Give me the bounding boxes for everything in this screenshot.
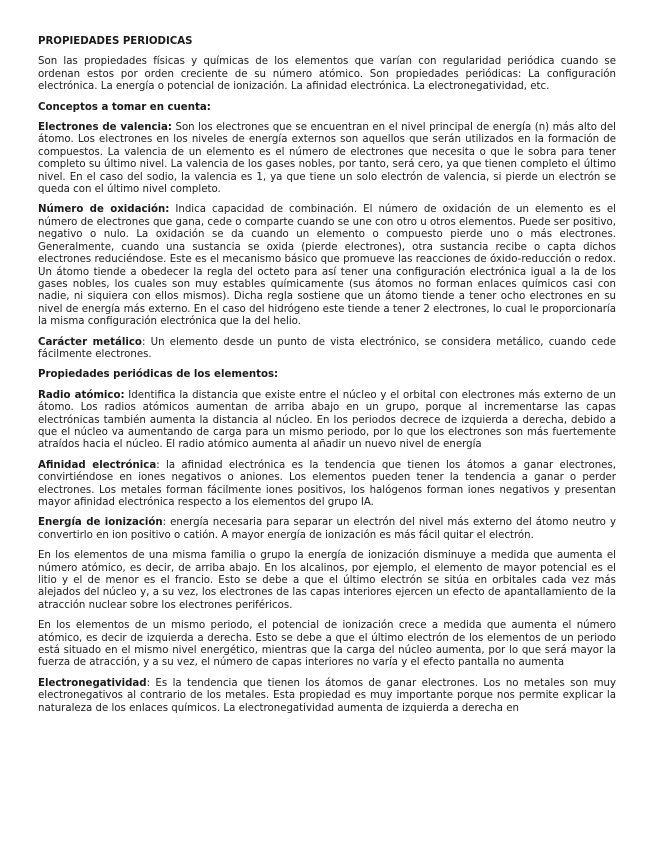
ionization-term: Energía de ionización <box>38 517 163 529</box>
electronegativity-paragraph <box>38 678 616 715</box>
ionization-text: : energía necesaria para separar un electrón del nivel más externo del átomo neutro y convertirlo en ion positivo o catión. A mayor energía de ionización es más fácil quitar el electrón. <box>38 517 617 541</box>
oxidation-text: Indica capacidad de combinación. El número de oxidación de un elemento es el número de electrones que gana, cede o comparte cuando se une con otro u otros elementos. Puede ser positivo, negativo o nulo. La oxidación se da cuando un elemento o compuesto pierde uno o más electrones. Generalmente, cuando una sustancia se oxida (pierde electrones), otra sustancia recibe o capta dichos electrones reduciéndose. Este es el mecanismo básico que promueve las reacciones de óxido-reducción o redox. Un átomo tiende a obedecer la regla del octeto para así tener una configuración electrónica igual a la de los gases nobles, los cuales son muy estables químicamente (sus átomos no forman enlaces químicos casi con nadie, ni siquiera con ellos mismos). Dicha regla sostiene que un átomo tiende a tener ocho electrones en su nivel de energía más externo. En el caso del hidrógeno este tiende a tener 2 electrones, lo cual le proporcionaría la misma configuración electrónica que la del helio. <box>38 204 616 328</box>
electronegativity-term: Electronegatividad <box>38 677 147 689</box>
ionization-paragraph <box>38 517 616 542</box>
page-title: PROPIEDADES PERIODICAS <box>38 36 193 47</box>
metallic-term: Carácter metálico <box>38 336 142 348</box>
valence-paragraph <box>38 122 616 196</box>
metallic-text: : Un elemento desde un punto de vista electrónico, se considera metálico, cuando cede fácilmente electrones. <box>38 336 616 360</box>
radius-term: Radio atómico: <box>38 389 125 401</box>
electronegativity-text: : Es la tendencia que tienen los átomos de ganar electrones. Los no metales son muy electronegativos al contrario de los metales. Esta propiedad es muy importante porque nos permite explicar la naturaleza de los enlaces químicos. La electronegatividad aumenta de izquierda a derecha en <box>38 677 616 714</box>
document-page <box>38 36 616 723</box>
metallic-paragraph <box>38 337 616 362</box>
affinity-paragraph <box>38 460 616 510</box>
intro-paragraph: Son las propiedades físicas y químicas de los elementos que varían con regularidad periódica cuando se ordenan estos por orden creciente de su número atómico. Son propiedades periódicas: La configuración electrónica. La energía o potencial de ionización. La afinidad electrónica. La electronegatividad, etc. <box>38 56 616 93</box>
oxidation-paragraph <box>38 204 616 328</box>
ionization-group-paragraph: En los elementos de una misma familia o grupo la energía de ionización disminuye a medida que aumenta el número atómico, es decir, de arriba abajo. En los alcalinos, por ejemplo, el elemento de mayor potencial es el litio y el de menor es el francio. Esto se debe a que el último electrón se sitúa en orbitales cada vez más alejados del núcleo y, a su vez, los electrones de las capas interiores ejercen un efecto de apantallamiento de la atracción nuclear sobre los electrones periféricos. <box>38 550 616 611</box>
radius-text: Identifica la distancia que existe entre el núcleo y el orbital con electrones más externo de un átomo. Los radios atómicos aumentan de arriba abajo en un grupo, porque al incrementarse las capas electrónicas también aumenta la distancia al núcleo. En los periodos decrece de izquierda a derecha, debido a que el núcleo va aumentando de carga para un mismo periodo, por lo que los electrones son más fuertemente atraídos hacia el núcleo. El radio atómico aumenta al añadir un nuevo nivel de energía <box>38 389 617 451</box>
periodic-properties-heading: Propiedades periódicas de los elementos: <box>38 369 279 381</box>
valence-term: Electrones de valencia: <box>38 122 172 134</box>
affinity-term: Afinidad electrónica <box>38 459 157 471</box>
radius-paragraph <box>38 390 616 452</box>
ionization-period-paragraph: En los elementos de un mismo periodo, el potencial de ionización crece a medida que aumenta el número atómico, es decir de izquierda a derecha. Esto se debe a que el último electrón de los elementos de un periodo está situado en el mismo nivel energético, mientras que la carga del núcleo aumenta, por lo que será mayor la fuerza de atracción, y a su vez, el número de capas interiores no varía y el efecto pantalla no aumenta <box>38 620 616 669</box>
affinity-text: : la afinidad electrónica es la tendencia que tienen los átomos a ganar electrones, convirtiéndose en iones negativos o aniones. Los elementos pueden tener la tendencia a ganar o perder electrones. Los metales forman fácilmente iones positivos, los halógenos forman iones negativos y presentan mayor afinidad electrónica respecto a los elementos del grupo IA. <box>38 459 616 508</box>
oxidation-term: Número de oxidación: <box>38 204 170 216</box>
concepts-heading: Conceptos a tomar en cuenta: <box>38 101 211 113</box>
valence-text: Son los electrones que se encuentran en el nivel principal de energía (n) más alto del átomo. Los electrones en los niveles de energía externos son aquellos que serán utilizados en la formación de compuestos. La valencia de un elemento es el número de electrones que necesita o que le sobra para tener completo su último nivel. La valencia de los gases nobles, por tanto, será cero, ya que tienen completo el último nivel. En el caso del sodio, la valencia es 1, ya que tiene un solo electrón de valencia, si pierde un electrón se queda con el último nivel completo. <box>38 122 616 196</box>
